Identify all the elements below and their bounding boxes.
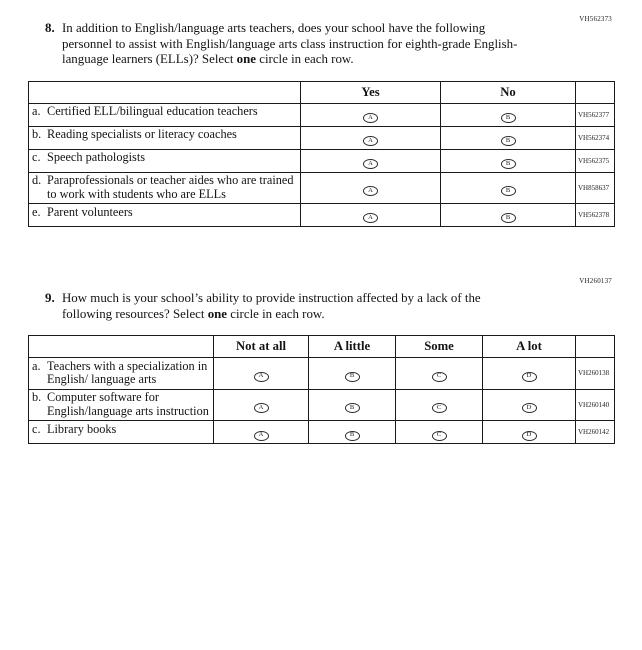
column-header-some: Some	[396, 336, 483, 358]
answer-circle[interactable]	[254, 431, 269, 441]
question-text-bold: one	[236, 52, 256, 66]
answer-cell	[441, 172, 576, 204]
column-header-no: No	[441, 81, 576, 103]
answer-cell	[214, 421, 309, 444]
row-text: Library books	[47, 421, 117, 436]
q8-table	[28, 81, 615, 228]
table-row	[29, 103, 615, 126]
circle-letter: D	[526, 372, 532, 380]
answer-cell	[309, 358, 396, 390]
circle-letter: A	[258, 431, 264, 439]
column-header-a-lot: A lot	[483, 336, 576, 358]
circle-letter: B	[349, 431, 355, 439]
header-corner	[29, 81, 301, 103]
row-label	[29, 358, 214, 390]
circle-letter: C	[436, 403, 442, 411]
row-letter: d.	[32, 173, 42, 187]
question-text-part: circle in each row.	[227, 306, 325, 321]
row-letter: c.	[32, 150, 41, 164]
circle-letter: B	[349, 372, 355, 380]
answer-circle[interactable]	[345, 403, 360, 413]
answer-circle[interactable]	[432, 372, 447, 382]
question-8-accession-code: VH562373	[579, 15, 612, 23]
answer-cell	[483, 421, 576, 444]
column-header-a-little: A little	[309, 336, 396, 358]
table-row	[29, 358, 615, 390]
column-header-not-at-all: Not at all	[214, 336, 309, 358]
answer-circle[interactable]	[501, 186, 516, 196]
circle-letter: B	[505, 214, 511, 222]
table-row	[29, 149, 615, 172]
answer-cell	[441, 149, 576, 172]
circle-letter: A	[368, 214, 373, 222]
row-code: VH562377	[576, 103, 615, 126]
column-header-yes: Yes	[301, 81, 441, 103]
answer-circle[interactable]	[363, 159, 378, 169]
answer-circle[interactable]	[522, 403, 537, 413]
answer-cell	[396, 421, 483, 444]
row-code: VH260142	[576, 421, 615, 444]
row-text: Speech pathologists	[47, 150, 146, 164]
circle-letter: C	[436, 372, 442, 380]
row-label	[29, 389, 214, 421]
circle-letter: A	[368, 159, 373, 167]
answer-circle[interactable]	[363, 136, 378, 146]
row-code: VH562378	[576, 204, 615, 227]
answer-cell	[441, 103, 576, 126]
circle-letter: B	[505, 159, 511, 167]
answer-cell	[309, 389, 396, 421]
answer-circle[interactable]	[501, 113, 516, 123]
answer-circle[interactable]	[254, 403, 269, 413]
row-text: Teachers with a specialization in English/ language arts	[47, 358, 208, 387]
answer-circle[interactable]	[501, 136, 516, 146]
answer-cell	[483, 358, 576, 390]
row-letter: a.	[32, 104, 41, 118]
table-row	[29, 389, 615, 421]
row-code: VH858637	[576, 172, 615, 204]
q9-table-header-row	[29, 336, 615, 358]
row-letter: a.	[32, 358, 41, 373]
row-text: Reading specialists or literacy coaches	[47, 127, 237, 141]
circle-letter: D	[526, 403, 532, 411]
header-corner	[29, 336, 214, 358]
row-letter: b.	[32, 127, 42, 141]
answer-circle[interactable]	[522, 431, 537, 441]
row-letter: b.	[32, 390, 42, 405]
table-row	[29, 172, 615, 204]
circle-letter: D	[526, 431, 532, 439]
circle-letter: A	[368, 136, 373, 144]
row-text: Paraprofessionals or teacher aides who are trained to work with students who are ELLs	[47, 173, 294, 201]
answer-circle[interactable]	[254, 372, 269, 382]
row-label	[29, 204, 301, 227]
answer-cell	[301, 172, 441, 204]
row-label	[29, 126, 301, 149]
answer-circle[interactable]	[363, 186, 378, 196]
answer-cell	[301, 149, 441, 172]
answer-cell	[214, 389, 309, 421]
question-number: 9.	[45, 291, 55, 306]
row-code: VH562375	[576, 149, 615, 172]
row-letter: e.	[32, 204, 41, 219]
answer-circle[interactable]	[432, 403, 447, 413]
answer-cell	[301, 126, 441, 149]
circle-letter: B	[505, 186, 511, 194]
answer-cell	[483, 389, 576, 421]
question-text	[62, 291, 530, 322]
table-row	[29, 421, 615, 444]
answer-circle[interactable]	[522, 372, 537, 382]
question-text-bold: one	[207, 306, 228, 321]
row-label	[29, 172, 301, 204]
answer-circle[interactable]	[363, 113, 378, 123]
answer-cell	[301, 103, 441, 126]
circle-letter: B	[505, 136, 511, 144]
row-letter: c.	[32, 421, 41, 436]
answer-cell	[309, 421, 396, 444]
circle-letter: C	[436, 431, 442, 439]
answer-cell	[441, 204, 576, 227]
question-text-part: circle in each row.	[256, 52, 354, 66]
question-9-header	[45, 291, 642, 322]
answer-circle[interactable]	[501, 213, 516, 223]
row-text: Parent volunteers	[47, 204, 133, 219]
answer-cell	[301, 204, 441, 227]
table-row	[29, 126, 615, 149]
q9-table	[28, 335, 615, 444]
circle-letter: B	[349, 403, 355, 411]
question-9-accession-code: VH260137	[579, 277, 612, 285]
circle-letter: A	[258, 403, 264, 411]
row-text: Certified ELL/bilingual education teachers	[47, 104, 258, 118]
answer-cell	[396, 358, 483, 390]
answer-circle[interactable]	[363, 213, 378, 223]
answer-circle[interactable]	[501, 159, 516, 169]
header-corner	[576, 336, 615, 358]
circle-letter: B	[505, 113, 511, 121]
q8-table-header-row	[29, 81, 615, 103]
row-label	[29, 421, 214, 444]
question-text	[62, 21, 530, 68]
question-text-part: In addition to English/language arts teachers, does your school have the following personnel to assist with English/language arts class instruction for eighth-grade English-language learners (ELLs)? Select	[62, 21, 518, 66]
circle-letter: A	[368, 186, 373, 194]
answer-cell	[214, 358, 309, 390]
answer-circle[interactable]	[432, 431, 447, 441]
answer-circle[interactable]	[345, 431, 360, 441]
row-code: VH260140	[576, 389, 615, 421]
table-row	[29, 204, 615, 227]
answer-circle[interactable]	[345, 372, 360, 382]
circle-letter: A	[368, 113, 373, 121]
question-number: 8.	[45, 21, 55, 35]
row-label	[29, 103, 301, 126]
row-label	[29, 149, 301, 172]
question-text-part: How much is your school’s ability to provide instruction affected by a lack of the following resources? Select	[62, 291, 481, 321]
answer-cell	[396, 389, 483, 421]
row-code: VH562374	[576, 126, 615, 149]
circle-letter: A	[258, 372, 264, 380]
row-text: Computer software for English/language arts instruction	[47, 390, 209, 418]
answer-cell	[441, 126, 576, 149]
question-8-header	[45, 21, 642, 68]
row-code: VH260138	[576, 358, 615, 390]
header-corner	[576, 81, 615, 103]
